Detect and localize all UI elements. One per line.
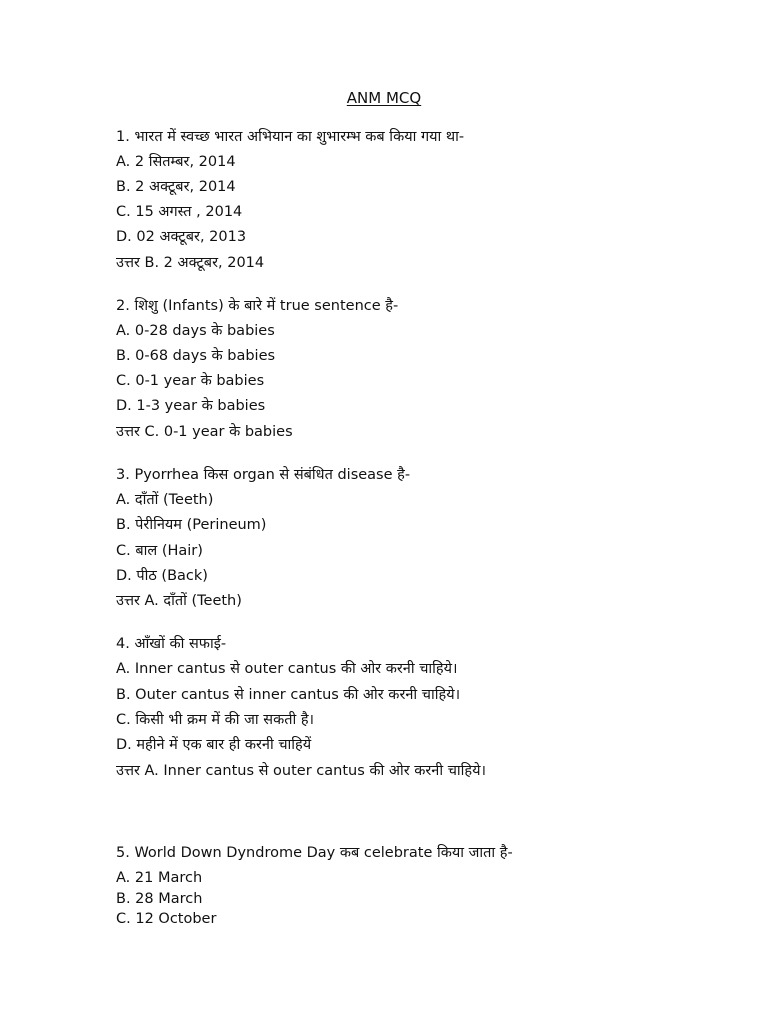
q3-answer: उत्तर A. दाँतों (Teeth) [116, 593, 242, 609]
q2-option-c: C. 0-1 year के babies [116, 373, 265, 389]
question-1: 1. भारत में स्वच्छ भारत अभियान का शुभारम्भ कब किया गया था- [116, 129, 465, 145]
q4-answer: उत्तर A. Inner cantus से outer cantus की ओर करनी चाहिये। [116, 763, 487, 779]
q4-option-c: C. किसी भी क्रम में की जा सकती है। [116, 712, 315, 728]
question-3: 3. Pyorrhea किस organ से संबंधित disease है- [116, 467, 411, 483]
question-2: 2. शिशु (Infants) के बारे में true sentence है- [116, 298, 399, 314]
q4-option-b: B. Outer cantus से inner cantus की ओर करनी चाहिये। [116, 687, 461, 703]
q1-option-b: B. 2 अक्टूबर, 2014 [116, 179, 236, 195]
q1-option-a: A. 2 सितम्बर, 2014 [116, 154, 236, 170]
page-title: ANM MCQ [346, 89, 422, 107]
q2-option-a: A. 0-28 days के babies [116, 323, 275, 339]
question-4: 4. आँखों की सफाई- [116, 636, 227, 652]
question-5: 5. World Down Dyndrome Day कब celebrate किया जाता है- [116, 845, 513, 861]
q5-option-c: C. 12 October [116, 911, 217, 927]
q3-option-c: C. बाल (Hair) [116, 543, 203, 559]
q4-option-a: A. Inner cantus से outer cantus की ओर करनी चाहिये। [116, 661, 458, 677]
q1-option-c: C. 15 अगस्त , 2014 [116, 204, 243, 220]
q3-option-a: A. दाँतों (Teeth) [116, 492, 214, 508]
q5-option-a: A. 21 March [116, 870, 203, 886]
q5-option-b: B. 28 March [116, 891, 203, 907]
q3-option-b: B. पेरीनियम (Perineum) [116, 517, 267, 533]
q3-option-d: D. पीठ (Back) [116, 568, 208, 584]
q4-option-d: D. महीने में एक बार ही करनी चाहियें [116, 737, 312, 753]
q2-answer: उत्तर C. 0-1 year के babies [116, 424, 293, 440]
q2-option-d: D. 1-3 year के babies [116, 398, 266, 414]
q1-answer: उत्तर B. 2 अक्टूबर, 2014 [116, 255, 265, 271]
q1-option-d: D. 02 अक्टूबर, 2013 [116, 229, 247, 245]
q2-option-b: B. 0-68 days के babies [116, 348, 276, 364]
